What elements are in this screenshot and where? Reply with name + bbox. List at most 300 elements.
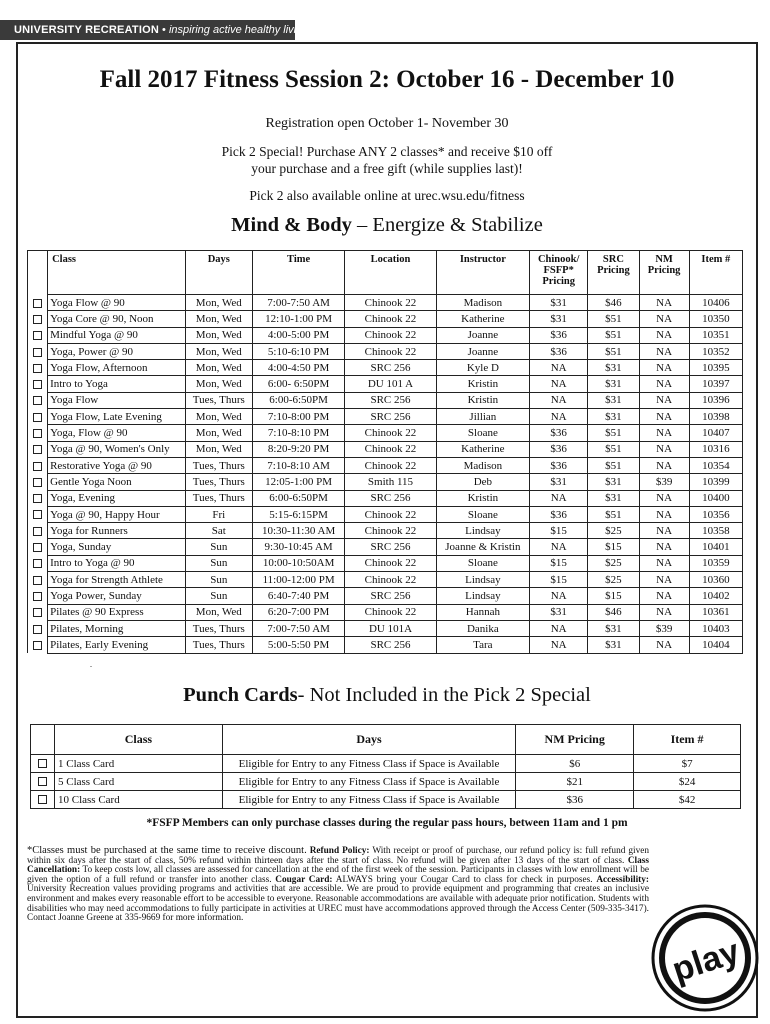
cell-item: 10402: [689, 588, 742, 604]
cell-nm: NA: [639, 327, 689, 343]
cell-item: 10401: [689, 539, 742, 555]
cell-item: 10397: [689, 376, 742, 392]
cell-nm: $21: [516, 773, 634, 791]
cell-nm: NA: [639, 457, 689, 473]
cell-instructor: Joanne & Kristin: [436, 539, 529, 555]
table-row: [28, 409, 743, 425]
cell-chinook: NA: [530, 620, 588, 636]
checkbox-cell: [28, 343, 48, 359]
cell-chinook: NA: [530, 588, 588, 604]
header-checkbox-col: [31, 725, 55, 755]
checkbox-cell: [28, 474, 48, 490]
cell-chinook: NA: [530, 376, 588, 392]
cell-chinook: $36: [530, 441, 588, 457]
accessibility-text: University Recreation values providing programs and activities that are accessible. We are proud to provide equipment and programming that creates an inclusive environment and makes every reasonable effort to be accessible to everyone. Reasonable accommodations are available with adequate prior notification. Students with disabilities who may need accommodations to fully participate in activities at UREC must have accommodations approved through the Access Center (509-335-3417). Contact Joanne Greene at 335-9669 for more information.: [27, 884, 649, 924]
mind-body-heading-bold: Mind & Body: [231, 214, 352, 236]
mind-body-table: [27, 250, 743, 654]
checkbox-cell: [31, 791, 55, 809]
cell-location: Smith 115: [345, 474, 436, 490]
checkbox-cell: [28, 539, 48, 555]
cell-chinook: $31: [530, 604, 588, 620]
cell-time: 7:00-7:50 AM: [252, 295, 344, 311]
cell-days: Sun: [185, 555, 252, 571]
cell-chinook: $36: [530, 343, 588, 359]
cell-chinook: $31: [530, 474, 588, 490]
cell-instructor: Kyle D: [436, 360, 529, 376]
class-checkbox[interactable]: [33, 510, 42, 519]
cell-src: $31: [588, 490, 639, 506]
cell-instructor: Katherine: [436, 441, 529, 457]
class-checkbox[interactable]: [33, 429, 42, 438]
cell-days: Eligible for Entry to any Fitness Class if Space is Available: [222, 791, 516, 809]
checkbox-cell: [28, 490, 48, 506]
cell-src: $51: [588, 327, 639, 343]
header-banner: [0, 20, 309, 40]
cell-time: 7:10-8:10 AM: [252, 457, 344, 473]
cell-item: 10399: [689, 474, 742, 490]
cell-chinook: $31: [530, 295, 588, 311]
punch-cards-heading: [16, 684, 758, 707]
cell-class: 5 Class Card: [54, 773, 222, 791]
cell-chinook: NA: [530, 360, 588, 376]
table-row: [28, 327, 743, 343]
header-time: Time: [252, 251, 344, 295]
header-nm-pricing: NM Pricing: [516, 725, 634, 755]
class-checkbox[interactable]: [33, 462, 42, 471]
class-checkbox[interactable]: [33, 576, 42, 585]
cell-class: Yoga Power, Sunday: [48, 588, 186, 604]
header-item-number: Item #: [634, 725, 741, 755]
cell-instructor: Hannah: [436, 604, 529, 620]
cell-days: Mon, Wed: [185, 360, 252, 376]
header-class: Class: [54, 725, 222, 755]
punch-cards-heading-rest: - Not Included in the Pick 2 Special: [297, 684, 591, 706]
cell-chinook: $15: [530, 555, 588, 571]
stray-mark: .: [90, 660, 92, 669]
header-location: Location: [345, 251, 436, 295]
class-checkbox[interactable]: [33, 413, 42, 422]
play-logo-text: play: [667, 932, 745, 990]
cell-days: Mon, Wed: [185, 604, 252, 620]
cell-instructor: Sloane: [436, 425, 529, 441]
cell-nm: NA: [639, 506, 689, 522]
cell-instructor: Madison: [436, 457, 529, 473]
cell-instructor: Joanne: [436, 343, 529, 359]
punch-cards-heading-bold: Punch Cards: [183, 684, 298, 706]
cell-class: Yoga, Evening: [48, 490, 186, 506]
refund-policy-label: Refund Policy:: [309, 846, 370, 856]
cell-class: 1 Class Card: [54, 755, 222, 773]
cell-item: 10403: [689, 620, 742, 636]
cell-class: Yoga @ 90, Women's Only: [48, 441, 186, 457]
cell-chinook: $15: [530, 523, 588, 539]
cell-location: Chinook 22: [345, 506, 436, 522]
header-src-line2: Pricing: [597, 265, 630, 276]
cell-class: Pilates, Morning: [48, 620, 186, 636]
cell-src: $51: [588, 441, 639, 457]
cell-src: $51: [588, 311, 639, 327]
cell-days: Mon, Wed: [185, 425, 252, 441]
cell-item: 10351: [689, 327, 742, 343]
class-checkbox[interactable]: [33, 348, 42, 357]
cell-item: 10406: [689, 295, 742, 311]
class-checkbox[interactable]: [33, 543, 42, 552]
cell-src: $25: [588, 523, 639, 539]
table-row: [28, 425, 743, 441]
cell-chinook: NA: [530, 409, 588, 425]
checkbox-cell: [31, 773, 55, 791]
cell-days: Fri: [185, 506, 252, 522]
cell-days: Tues, Thurs: [185, 457, 252, 473]
cell-src: $51: [588, 506, 639, 522]
cell-time: 6:40-7:40 PM: [252, 588, 344, 604]
cell-class: Gentle Yoga Noon: [48, 474, 186, 490]
cell-location: SRC 256: [345, 539, 436, 555]
class-checkbox[interactable]: [33, 494, 42, 503]
cell-time: 12:05-1:00 PM: [252, 474, 344, 490]
cell-time: 7:00-7:50 AM: [252, 620, 344, 636]
cell-class: Pilates @ 90 Express: [48, 604, 186, 620]
class-checkbox[interactable]: [33, 445, 42, 454]
checkbox-cell: [28, 327, 48, 343]
checkbox-cell: [28, 637, 48, 653]
cell-days: Tues, Thurs: [185, 637, 252, 653]
cell-item: 10395: [689, 360, 742, 376]
cell-nm: NA: [639, 311, 689, 327]
cell-days: Sun: [185, 539, 252, 555]
checkbox-cell: [28, 506, 48, 522]
table-row: [28, 392, 743, 408]
header-chinook-line2: FSFP*: [543, 265, 574, 276]
cell-time: 7:10-8:00 PM: [252, 409, 344, 425]
cell-src: $15: [588, 588, 639, 604]
checkbox-cell: [28, 620, 48, 636]
table-row: [28, 523, 743, 539]
cell-item: 10404: [689, 637, 742, 653]
class-checkbox[interactable]: [33, 527, 42, 536]
cell-class: Yoga, Power @ 90: [48, 343, 186, 359]
cell-location: SRC 256: [345, 588, 436, 604]
cell-src: $51: [588, 425, 639, 441]
checkbox-cell: [28, 392, 48, 408]
cell-nm: NA: [639, 490, 689, 506]
header-checkbox-col: [28, 251, 48, 295]
cell-item: 10359: [689, 555, 742, 571]
checkbox-cell: [28, 604, 48, 620]
cell-src: $25: [588, 572, 639, 588]
cell-days: Mon, Wed: [185, 327, 252, 343]
cell-class: Yoga for Runners: [48, 523, 186, 539]
cell-time: 12:10-1:00 PM: [252, 311, 344, 327]
cell-location: Chinook 22: [345, 523, 436, 539]
cell-src: $31: [588, 637, 639, 653]
cell-item: $42: [634, 791, 741, 809]
table-row: [28, 474, 743, 490]
cell-instructor: Madison: [436, 295, 529, 311]
cell-item: 10316: [689, 441, 742, 457]
checkbox-cell: [28, 425, 48, 441]
cell-days: Sun: [185, 572, 252, 588]
cell-location: SRC 256: [345, 409, 436, 425]
refund-policy-text: With receipt or proof of purchase, our refund policy is: full refund given within six days after the start of class, 50% refund within thirteen days after the start of class. No refund will be given after 13 days of the start of class.: [27, 846, 650, 866]
cell-instructor: Kristin: [436, 376, 529, 392]
cell-location: Chinook 22: [345, 457, 436, 473]
cell-chinook: $36: [530, 506, 588, 522]
cell-instructor: Kristin: [436, 392, 529, 408]
checkbox-cell: [28, 523, 48, 539]
punch-card-checkbox[interactable]: [38, 777, 47, 786]
table-row: [28, 441, 743, 457]
cell-item: 10356: [689, 506, 742, 522]
cell-time: 4:00-4:50 PM: [252, 360, 344, 376]
cell-class: Intro to Yoga: [48, 376, 186, 392]
header-nm-pricing: [639, 251, 689, 295]
cell-src: $15: [588, 539, 639, 555]
checkbox-cell: [28, 572, 48, 588]
cell-nm: NA: [639, 376, 689, 392]
cell-location: SRC 256: [345, 360, 436, 376]
table-row: [28, 637, 743, 653]
cell-time: 5:15-6:15PM: [252, 506, 344, 522]
table-row: [28, 343, 743, 359]
cell-days: Mon, Wed: [185, 441, 252, 457]
cell-src: $31: [588, 392, 639, 408]
cell-src: $31: [588, 409, 639, 425]
cell-instructor: Jillian: [436, 409, 529, 425]
table-row: [28, 311, 743, 327]
header-chinook-pricing: [530, 251, 588, 295]
class-cancellation-label: Class Cancellation:: [27, 855, 649, 876]
cell-days: Mon, Wed: [185, 311, 252, 327]
cell-instructor: Sloane: [436, 506, 529, 522]
cell-days: Eligible for Entry to any Fitness Class if Space is Available: [222, 773, 516, 791]
cell-nm: NA: [639, 555, 689, 571]
cell-class: Mindful Yoga @ 90: [48, 327, 186, 343]
checkbox-cell: [28, 441, 48, 457]
table-row: [31, 773, 741, 791]
cell-time: 4:00-5:00 PM: [252, 327, 344, 343]
cell-class: Yoga Flow: [48, 392, 186, 408]
cougar-card-label: Cougar Card:: [275, 874, 333, 885]
cell-chinook: $36: [530, 425, 588, 441]
checkbox-cell: [28, 588, 48, 604]
cell-class: 10 Class Card: [54, 791, 222, 809]
table-header-row: [31, 725, 741, 755]
cell-src: $25: [588, 555, 639, 571]
cell-instructor: Kristin: [436, 490, 529, 506]
cell-src: $31: [588, 376, 639, 392]
class-checkbox[interactable]: [33, 364, 42, 373]
cell-item: $24: [634, 773, 741, 791]
cell-time: 5:00-5:50 PM: [252, 637, 344, 653]
header-item-number: Item #: [689, 251, 742, 295]
cell-nm: NA: [639, 409, 689, 425]
header-nm-line1: NM: [655, 254, 673, 265]
cell-days: Sun: [185, 588, 252, 604]
cell-class: Yoga for Strength Athlete: [48, 572, 186, 588]
table-row: [28, 572, 743, 588]
class-checkbox[interactable]: [33, 396, 42, 405]
fsfp-note: *FSFP Members can only purchase classes during the regular pass hours, between 11am and 1 pm: [146, 817, 628, 829]
cell-days: Mon, Wed: [185, 295, 252, 311]
table-row: [31, 755, 741, 773]
banner-separator: •: [158, 24, 169, 36]
table-row: [28, 539, 743, 555]
class-cancellation-text: To keep costs low, all classes are assessed for cancellation at the end of the first week of the session. Participants in classes with low enrollment will be given the option of a full refund or transfer into another class.: [27, 865, 650, 885]
table-row: [28, 295, 743, 311]
class-checkbox[interactable]: [33, 380, 42, 389]
cell-days: Mon, Wed: [185, 343, 252, 359]
cell-src: $51: [588, 343, 639, 359]
class-checkbox[interactable]: [33, 608, 42, 617]
punch-card-checkbox[interactable]: [38, 795, 47, 804]
cell-time: 11:00-12:00 PM: [252, 572, 344, 588]
checkbox-cell: [28, 555, 48, 571]
cell-item: 10361: [689, 604, 742, 620]
cell-instructor: Sloane: [436, 555, 529, 571]
cell-location: SRC 256: [345, 637, 436, 653]
cell-time: 6:00-6:50PM: [252, 392, 344, 408]
cell-nm: NA: [639, 295, 689, 311]
header-src-pricing: [588, 251, 639, 295]
table-row: [28, 360, 743, 376]
class-checkbox[interactable]: [33, 299, 42, 308]
cell-src: $46: [588, 295, 639, 311]
class-checkbox[interactable]: [33, 641, 42, 650]
cell-instructor: Danika: [436, 620, 529, 636]
cell-src: $31: [588, 360, 639, 376]
cell-location: Chinook 22: [345, 425, 436, 441]
cell-location: Chinook 22: [345, 295, 436, 311]
cell-nm: $39: [639, 474, 689, 490]
cell-nm: NA: [639, 588, 689, 604]
cell-nm: NA: [639, 360, 689, 376]
cell-item: 10350: [689, 311, 742, 327]
cell-src: $51: [588, 457, 639, 473]
cell-src: $31: [588, 474, 639, 490]
header-nm-line2: Pricing: [647, 265, 681, 276]
checkbox-cell: [31, 755, 55, 773]
pick2-line-1: Pick 2 Special! Purchase ANY 2 classes* and receive $10 off: [221, 144, 553, 159]
cell-class: Yoga @ 90, Happy Hour: [48, 506, 186, 522]
table-row: [31, 791, 741, 809]
header-class: Class: [48, 251, 186, 295]
cell-class: Yoga Flow, Afternoon: [48, 360, 186, 376]
cell-nm: $39: [639, 620, 689, 636]
class-checkbox[interactable]: [33, 315, 42, 324]
header-chinook-line3: Pricing: [542, 276, 576, 287]
cell-location: DU 101A: [345, 620, 436, 636]
cell-chinook: $31: [530, 311, 588, 327]
pick2-line-2: your purchase and a free gift (while supplies last)!: [251, 161, 523, 176]
cell-time: 9:30-10:45 AM: [252, 539, 344, 555]
header-days: Days: [222, 725, 516, 755]
cell-days: Tues, Thurs: [185, 392, 252, 408]
cell-nm: NA: [639, 539, 689, 555]
cell-instructor: Lindsay: [436, 588, 529, 604]
cell-class: Yoga Flow @ 90: [48, 295, 186, 311]
class-checkbox[interactable]: [33, 478, 42, 487]
cell-class: Yoga, Flow @ 90: [48, 425, 186, 441]
cell-time: 10:00-10:50AM: [252, 555, 344, 571]
cell-chinook: NA: [530, 637, 588, 653]
cell-class: Yoga Flow, Late Evening: [48, 409, 186, 425]
cell-item: 10354: [689, 457, 742, 473]
cell-class: Yoga Core @ 90, Noon: [48, 311, 186, 327]
cell-nm: NA: [639, 425, 689, 441]
class-checkbox[interactable]: [33, 625, 42, 634]
cell-nm: NA: [639, 572, 689, 588]
cell-time: 6:00-6:50PM: [252, 490, 344, 506]
table-row: [28, 555, 743, 571]
cell-item: 10360: [689, 572, 742, 588]
punch-cards-table: [30, 724, 741, 809]
accessibility-label: Accessibility:: [596, 874, 649, 885]
registration-dates: Registration open October 1- November 30: [265, 116, 509, 131]
cell-instructor: Katherine: [436, 311, 529, 327]
cell-nm: NA: [639, 392, 689, 408]
cell-location: SRC 256: [345, 490, 436, 506]
cell-location: Chinook 22: [345, 343, 436, 359]
class-checkbox[interactable]: [33, 331, 42, 340]
cell-chinook: $36: [530, 457, 588, 473]
cell-item: 10396: [689, 392, 742, 408]
cell-days: Mon, Wed: [185, 376, 252, 392]
class-checkbox[interactable]: [33, 559, 42, 568]
table-row: [28, 588, 743, 604]
header-src-line1: SRC: [602, 254, 624, 265]
cell-nm: $36: [516, 791, 634, 809]
cell-item: 10400: [689, 490, 742, 506]
play-logo: [651, 904, 759, 1012]
cell-class: Pilates, Early Evening: [48, 637, 186, 653]
cell-chinook: NA: [530, 392, 588, 408]
cell-instructor: Tara: [436, 637, 529, 653]
header-chinook-line1: Chinook/: [537, 254, 580, 265]
checkbox-cell: [28, 376, 48, 392]
cell-chinook: $15: [530, 572, 588, 588]
online-note: Pick 2 also available online at urec.wsu.edu/fitness: [249, 188, 525, 203]
cell-item: $7: [634, 755, 741, 773]
table-row: [28, 457, 743, 473]
cell-chinook: NA: [530, 539, 588, 555]
cell-days: Sat: [185, 523, 252, 539]
cell-nm: NA: [639, 604, 689, 620]
cell-instructor: Joanne: [436, 327, 529, 343]
policy-lead: *Classes must be purchased at the same time to receive discount.: [27, 845, 307, 856]
cell-item: 10398: [689, 409, 742, 425]
cell-days: Tues, Thurs: [185, 490, 252, 506]
header-instructor: Instructor: [436, 251, 529, 295]
cell-days: Tues, Thurs: [185, 474, 252, 490]
cell-location: Chinook 22: [345, 604, 436, 620]
checkbox-cell: [28, 409, 48, 425]
cell-item: 10407: [689, 425, 742, 441]
cell-nm: NA: [639, 637, 689, 653]
cell-location: Chinook 22: [345, 311, 436, 327]
cell-nm: NA: [639, 343, 689, 359]
punch-card-checkbox[interactable]: [38, 759, 47, 768]
class-checkbox[interactable]: [33, 592, 42, 601]
checkbox-cell: [28, 295, 48, 311]
cell-item: 10352: [689, 343, 742, 359]
cell-time: 6:00- 6:50PM: [252, 376, 344, 392]
mind-body-heading-rest: – Energize & Stabilize: [351, 214, 543, 236]
cell-item: 10358: [689, 523, 742, 539]
cell-nm: NA: [639, 441, 689, 457]
cell-instructor: Lindsay: [436, 572, 529, 588]
cell-location: Chinook 22: [345, 327, 436, 343]
